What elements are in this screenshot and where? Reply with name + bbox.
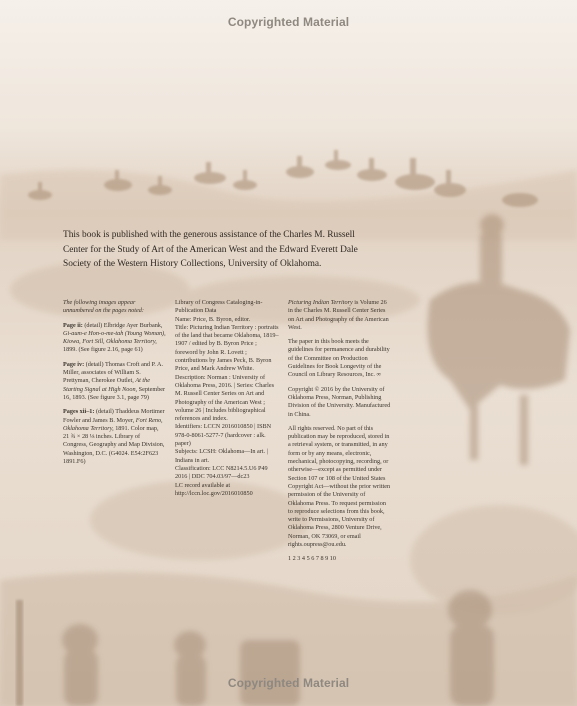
- cip-identifiers: Identifiers: LCCN 2016010850 | ISBN 978-0-8061-5277-7 (hardcover : alk. paper): [175, 423, 272, 448]
- copyright-watermark-top: Copyrighted Material: [227, 15, 350, 29]
- series-note: Picturing Indian Territory is Volume 26 in the Charles M. Russell Center Series on Art and Photography of the American West.: [288, 299, 389, 331]
- printing-line: 1 2 3 4 5 6 7 8 9 10: [288, 555, 336, 563]
- cip-lc-record: LC record available at http://lccn.loc.gov/2016010850: [175, 481, 253, 497]
- image-credit-entry: Pages xii–1: (detail) Thaddeus Mortimer Fowler and James B. Moyer, Fort Reno, Oklahoma Territory, 1891. Color map, 21 ¾ × 28 ⅛ inches. Library of Congress, Geography and Map Division, Washington, D.C. (G4024. E54:2F623 1891.F6): [63, 408, 165, 466]
- cip-title: Title: Picturing Indian Territory : portraits of the land that became Oklahoma, 1819–1907 / edited by B. Byron Price ; foreword by John R. Lovett ; contributions by James Peck, B. Byron Price, and Mark Andrew White.: [175, 323, 279, 373]
- cip-heading: Library of Congress Cataloging-in-Publication Data: [175, 299, 263, 315]
- cip-classification: Classification: LCC N8214.5.U6 P49 2016 | DDC 704.03/97—dc23: [175, 464, 268, 481]
- copyright-notice: Copyright © 2016 by the University of Oklahoma Press, Norman, Publishing Division of the University. Manufactured in China.: [288, 385, 391, 418]
- cip-description: Description: Norman : University of Oklahoma Press, 2016. | Series: Charles M. Russell Center Series on Art and Photography of the American West ; volume 26 | Includes bibliographical references and index.: [175, 373, 275, 423]
- rights-reserved-notice: All rights reserved. No part of this publication may be reproduced, stored in a retrieval system, or transmitted, in any form or by any means, electronic, mechanical, photocopying, recording, or otherwise—except as permitted under Section 107 or 108 of the United States Copyright Act—without the prior written permission of the University of Oklahoma Press. To request permission to reproduce selections from this book, write to Permissions, University of Oklahoma Press, 2800 Venture Drive, Norman, OK 73069, or email rights.oupress@ou.edu.: [288, 424, 391, 549]
- publication-support-statement: This book is published with the generous assistance of the Charles M. Russell Center for the Study of Art of the American West and the Edward Everett Dale Society of the Western History Collections, University of Oklahoma.: [63, 230, 358, 269]
- image-credits-column: [63, 299, 166, 472]
- cip-name: Name: Price, B. Byron, editor.: [175, 315, 251, 323]
- cataloging-data-column: [175, 299, 281, 498]
- cip-subjects: Subjects: LCSH: Oklahoma—In art. | Indians in art.: [175, 448, 268, 464]
- paper-note: The paper in this book meets the guidelines for permanence and durability of the Committee on Production Guidelines for Book Longevity of the Council on Library Resources, Inc. ∞: [288, 338, 390, 379]
- image-credit-entry: Page iv: (detail) Thomas Croft and P. A. Miller, associates of William S. Prettyman, Cherokee Outlet, At the Starting Signal at High Noon, September 16, 1893. (See figure 3.1, page 79): [63, 360, 166, 401]
- image-credits-heading: The following images appear unnumbered on the pages noted:: [63, 299, 144, 315]
- image-credit-entry: Page ii: (detail) Elbridge Ayer Burbank, Gi-aum-e Hon-o-me-tah (Young Woman), Kiowa, Fort Sill, Oklahoma Territory, 1899. (See figure 2.16, page 61): [63, 321, 166, 354]
- copyright-watermark-bottom: Copyrighted Material: [227, 676, 350, 690]
- copyright-column: [288, 299, 392, 570]
